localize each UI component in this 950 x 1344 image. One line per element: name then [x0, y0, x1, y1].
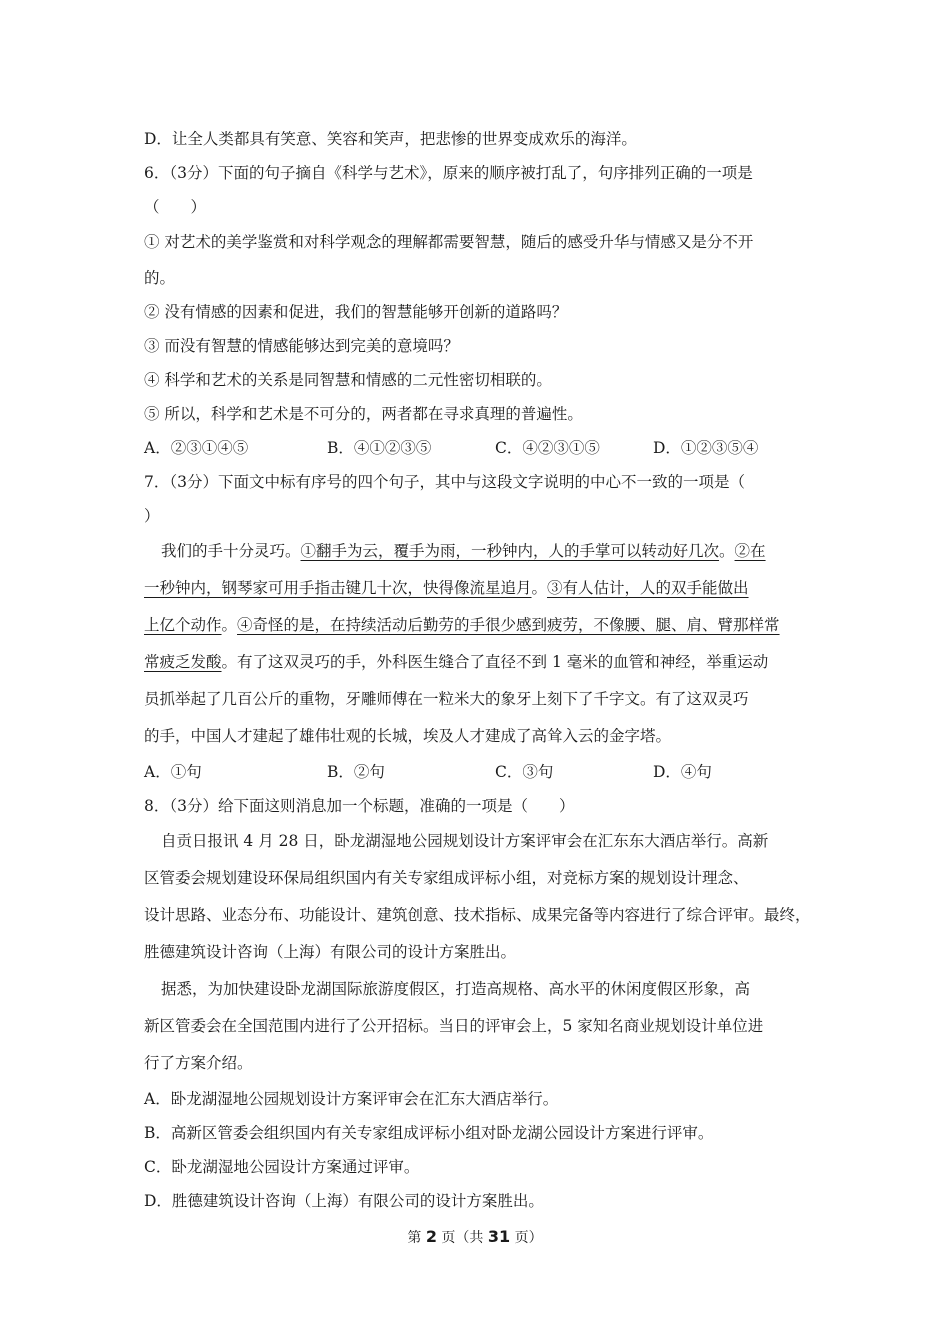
q6-sentence-1-cont: 的。: [144, 269, 176, 287]
q7-sentence-1: ①翻手为云，覆手为雨，一秒钟内，人的手掌可以转动好几次: [300, 542, 720, 560]
page-content: [144, 122, 812, 1218]
q8-option-b[interactable]: B．高新区管委会组织国内有关专家组成评标小组对卧龙湖公园设计方案进行评审。: [144, 1124, 714, 1142]
q7-passage-text: 我们的手十分灵巧。: [161, 542, 301, 560]
q7-option-a[interactable]: A．①句: [144, 763, 202, 781]
q6-sentence-1: ① 对艺术的美学鉴赏和对科学观念的理解都需要智慧，随后的感受升华与情感又是分不开: [144, 233, 754, 251]
q7-stem-bracket: ）: [144, 507, 160, 525]
q8-news-line-5: 据悉，为加快建设卧龙湖国际旅游度假区，打造高规格、高水平的休闲度假区形象，高: [161, 980, 751, 998]
q7-option-d[interactable]: D．④句: [653, 763, 712, 781]
q7-punct: 。: [531, 579, 548, 597]
q7-sentence-2-cont: 一秒钟内，钢琴家可用手指击键几十次，快得像流星追月: [144, 579, 532, 597]
page-number: 2: [425, 1227, 437, 1246]
q6-sentence-4: ④ 科学和艺术的关系是同智慧和情感的二元性密切相联的。: [144, 371, 552, 389]
q7-passage-line-5: 员抓举起了几百公斤的重物，牙雕师傅在一粒米大的象牙上刻下了千字文。有了这双灵巧: [144, 690, 749, 708]
q6-stem: 6．（3分）下面的句子摘自《科学与艺术》，原来的顺序被打乱了，句序排列正确的一项是: [144, 164, 753, 182]
q6-sentence-3: ③ 而没有智慧的情感能够达到完美的意境吗？: [144, 337, 459, 355]
q7-sentence-4: ④奇怪的是，在持续活动后勤劳的手很少感到疲劳，不像腰、腿、肩、臂那样常: [237, 616, 780, 634]
q6-option-c[interactable]: C．④②③①⑤: [495, 439, 600, 457]
q6-options: [144, 431, 812, 465]
q7-option-b[interactable]: B．②句: [327, 763, 385, 781]
q7-stem: 7．（3分）下面文中标有序号的四个句子，其中与这段文字说明的中心不一致的一项是（: [144, 473, 745, 491]
q8-news-line-6: 新区管委会在全国范围内进行了公开招标。当日的评审会上，5 家知名商业规划设计单位进: [144, 1017, 764, 1035]
q8-news-line-2: 区管委会规划建设环保局组织国内有关专家组成评标小组，对竞标方案的规划设计理念、: [144, 869, 749, 887]
q8-option-a[interactable]: A．卧龙湖湿地公园规划设计方案评审会在汇东大酒店举行。: [144, 1090, 559, 1108]
q7-passage-line-4: [144, 644, 812, 681]
footer-middle: 页（共: [436, 1230, 488, 1246]
q7-passage-line-2: [144, 570, 812, 607]
q8-news-line-4: 胜德建筑设计咨询（上海）有限公司的设计方案胜出。: [144, 943, 517, 961]
q6-option-a[interactable]: A．②③①④⑤: [144, 439, 249, 457]
q7-sentence-4-cont: 常疲乏发酸: [144, 653, 222, 671]
q7-sentence-3-cont: 上亿个动作: [144, 616, 222, 634]
q7-passage-text: 。有了这双灵巧的手，外科医生缝合了直径不到 1 毫米的血管和神经，举重运动: [221, 653, 769, 671]
q7-passage-line-6: 的手，中国人才建起了雄伟壮观的长城，埃及人才建成了高耸入云的金字塔。: [144, 727, 672, 745]
q7-option-c[interactable]: C．③句: [495, 763, 554, 781]
footer-suffix: 页）: [510, 1230, 543, 1246]
q7-passage-line-1: [144, 533, 812, 570]
q6-sentence-2: ② 没有情感的因素和促进，我们的智慧能够开创新的道路吗？: [144, 303, 568, 321]
page-footer: [0, 1225, 950, 1250]
q7-punct: 。: [221, 616, 238, 634]
q8-news-line-7: 行了方案介绍。: [144, 1054, 253, 1072]
q8-news-line-1: 自贡日报讯 4 月 28 日，卧龙湖湿地公园规划设计方案评审会在汇东东大酒店举行。高新: [161, 832, 769, 850]
q6-sentence-5: ⑤ 所以，科学和艺术是不可分的，两者都在寻求真理的普遍性。: [144, 405, 583, 423]
q6-option-b[interactable]: B．④①②③⑤: [327, 439, 432, 457]
q8-option-c[interactable]: C．卧龙湖湿地公园设计方案通过评审。: [144, 1158, 420, 1176]
q7-options: [144, 755, 812, 789]
q8-news-line-3: 设计思路、业态分布、功能设计、建筑创意、技术指标、成果完备等内容进行了综合评审。最终，: [144, 906, 811, 924]
footer-prefix: 第: [407, 1230, 426, 1246]
q7-sentence-2: ②在: [734, 542, 766, 560]
q7-punct: 。: [719, 542, 735, 560]
q8-stem: 8．（3分）给下面这则消息加一个标题，准确的一项是（ ）: [144, 797, 575, 815]
q6-stem-bracket: （ ）: [144, 198, 207, 216]
page-total: 31: [487, 1227, 511, 1246]
q7-passage-line-3: [144, 607, 812, 644]
q5-option-d: D．让全人类都具有笑意、笑容和笑声，把悲惨的世界变成欢乐的海洋。: [144, 130, 637, 148]
q6-option-d[interactable]: D．①②③⑤④: [653, 439, 759, 457]
q8-option-d[interactable]: D．胜德建筑设计咨询（上海）有限公司的设计方案胜出。: [144, 1192, 544, 1210]
q7-sentence-3: ③有人估计，人的双手能做出: [547, 579, 749, 597]
